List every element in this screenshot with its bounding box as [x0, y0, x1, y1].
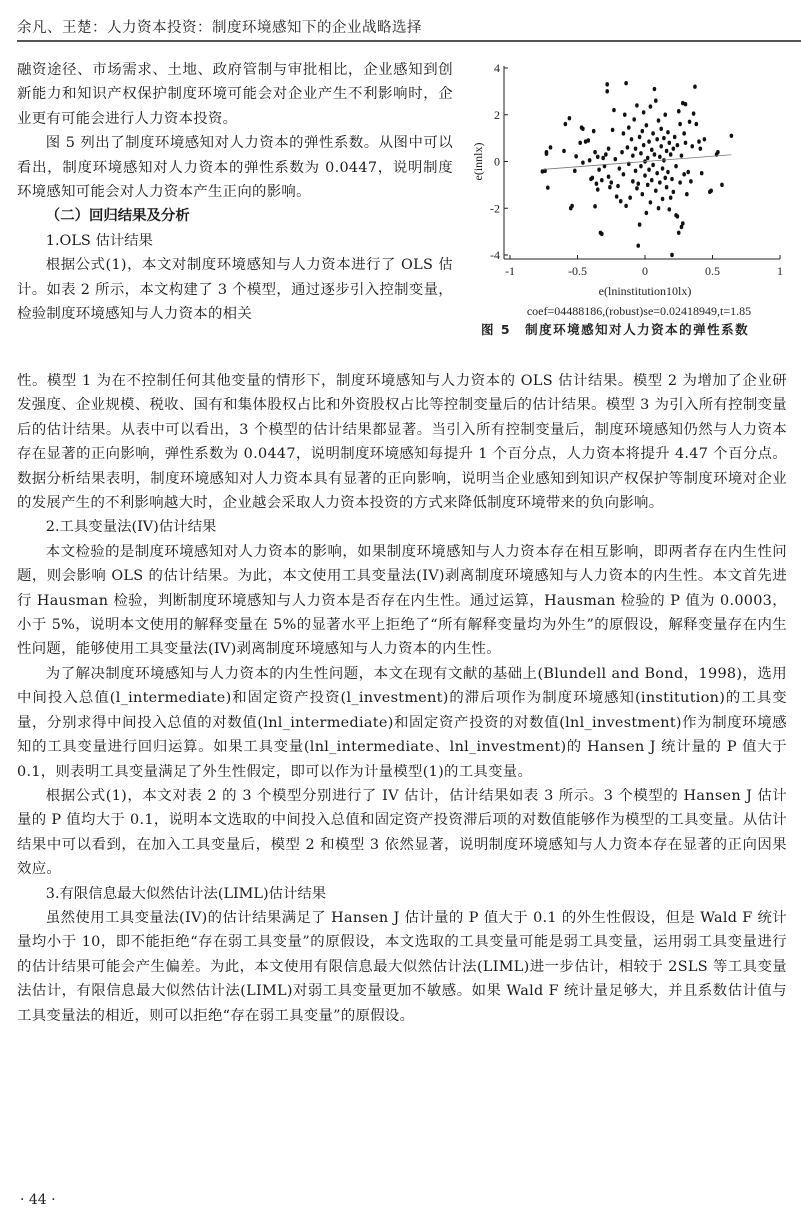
scatter-point	[669, 196, 673, 200]
scatter-point	[653, 152, 657, 156]
scatter-point	[692, 111, 696, 115]
scatter-point	[564, 122, 568, 126]
scatter-point	[651, 131, 655, 135]
scatter-point	[574, 154, 578, 158]
scatter-point	[684, 102, 688, 106]
scatter-point	[665, 149, 669, 153]
scatter-point	[676, 214, 680, 218]
scatter-point	[600, 178, 604, 182]
paragraph-1: 融资途径、市场需求、土地、政府管制与审批相比，企业感知到创新能力和知识产权保护制度环境可能会对企业产生不利影响时，企业更有可能会进行人力资本投资。	[17, 62, 453, 127]
scatter-point	[593, 204, 597, 208]
scatter-point	[597, 167, 601, 171]
scatter-point	[614, 157, 618, 161]
scatter-point	[624, 204, 628, 208]
scatter-point	[670, 253, 674, 257]
scatter-point	[643, 173, 647, 177]
scatter-point	[549, 145, 553, 149]
scatter-point	[622, 172, 626, 176]
scatter-point	[641, 192, 645, 196]
scatter-point	[684, 141, 688, 145]
regression-note: coef=04488186,(robust)se=0.02418949,t=1.85	[526, 304, 752, 318]
scatter-point	[693, 85, 697, 89]
scatter-point	[593, 150, 597, 154]
scatter-point	[587, 138, 591, 142]
scatter-point	[666, 130, 670, 134]
scatter-point	[604, 152, 608, 156]
y-tick-label: 4	[494, 61, 500, 75]
scatter-point	[620, 150, 624, 154]
scatter-point	[578, 141, 582, 145]
scatter-point	[680, 153, 684, 157]
scatter-point	[630, 137, 634, 141]
scatter-point	[646, 156, 650, 160]
section-heading: （二）回归结果及分析	[45, 208, 190, 225]
scatter-point	[632, 117, 636, 121]
scatter-point	[649, 104, 653, 108]
scatter-point	[666, 170, 670, 174]
scatter-point	[600, 232, 604, 236]
scatter-point	[645, 211, 649, 215]
scatter-point	[697, 139, 701, 143]
running-head-title: 余凡、王楚：人力资本投资：制度环境感知下的企业战略选择	[17, 20, 422, 36]
y-axis-label: e(innlx)	[471, 142, 485, 181]
scatter-point	[654, 189, 658, 193]
scatter-point	[562, 149, 566, 153]
y-tick-label: -4	[490, 248, 500, 262]
scatter-point	[628, 196, 632, 200]
scatter-point	[595, 182, 599, 186]
x-tick-label: 0.5	[705, 264, 720, 278]
scatter-point	[690, 144, 694, 148]
scatter-point	[627, 125, 631, 129]
scatter-point	[670, 177, 674, 181]
scatter-point	[631, 179, 635, 183]
subsection-heading-liml: 3.有限信息最大似然估计法(LIML)估计结果	[45, 885, 327, 902]
subsection-heading-ols: 1.OLS 估计结果	[45, 232, 153, 249]
x-tick-label: 1	[777, 264, 783, 278]
scatter-point	[607, 146, 611, 150]
scatter-point	[634, 169, 638, 173]
left-column	[17, 58, 453, 326]
scatter-point	[657, 118, 661, 122]
scatter-point	[636, 243, 640, 247]
scatter-point	[581, 160, 585, 164]
page-number: · 44 ·	[20, 1192, 56, 1208]
scatter-point	[673, 135, 677, 139]
scatter-point	[700, 171, 704, 175]
figure-5	[470, 58, 790, 348]
scatter-point	[616, 184, 620, 188]
scatter-point	[596, 155, 600, 159]
scatter-point	[635, 186, 639, 190]
scatter-chart	[470, 58, 790, 318]
scatter-point	[647, 139, 651, 143]
scatter-point	[654, 99, 658, 103]
paragraph-3-start: 根据公式(1)，本文对制度环境感知与人力资本进行了 OLS 估计。如表 2 所示，本文构建了 3 个模型，通过逐步引入控制变量，检验制度环境感知与人力资本的相关	[17, 257, 453, 323]
scatter-point	[663, 176, 667, 180]
scatter-point	[641, 129, 645, 133]
scatter-point	[676, 143, 680, 147]
scatter-point	[668, 207, 672, 211]
scatter-point	[659, 127, 663, 131]
header-rule	[17, 40, 801, 42]
scatter-point	[678, 180, 682, 184]
scatter-point	[631, 153, 635, 157]
figure-caption	[481, 320, 749, 338]
scatter-point	[661, 166, 665, 170]
scatter-point	[703, 137, 707, 141]
scatter-point	[658, 180, 662, 184]
scatter-point	[634, 146, 638, 150]
scatter-point	[570, 204, 574, 208]
scatter-point	[639, 164, 643, 168]
scatter-point	[677, 109, 681, 113]
scatter-point	[601, 156, 605, 160]
scatter-point	[592, 129, 596, 133]
scatter-point	[655, 171, 659, 175]
scatter-point	[650, 178, 654, 182]
scatter-point	[568, 116, 572, 120]
scatter-point	[672, 146, 676, 150]
subsection-heading-iv: 2.工具变量法(IV)估计结果	[45, 519, 217, 536]
scatter-point	[645, 123, 649, 127]
scatter-point	[615, 194, 619, 198]
scatter-point	[720, 183, 724, 187]
y-tick-label: 2	[494, 107, 500, 122]
scatter-point	[609, 180, 613, 184]
fit-line	[541, 155, 731, 170]
scatter-point	[672, 190, 676, 194]
scatter-point	[623, 113, 627, 117]
scatter-point	[685, 192, 689, 196]
scatter-point	[608, 185, 612, 189]
scatter-point	[545, 152, 549, 156]
paragraph-2: 图 5 列出了制度环境感知对人力资本的弹性系数。从图中可以看出，制度环境感知对人力资本的弹性系数为 0.0447，说明制度环境感知可能会对人力资本产生正向的影响。	[17, 135, 453, 201]
scatter-point	[619, 199, 623, 203]
x-tick-label: 0	[642, 264, 648, 278]
scatter-point	[624, 81, 628, 85]
scatter-point	[646, 183, 650, 187]
scatter-point	[682, 172, 686, 176]
figure-caption-text: 制度环境感知对人力资本的弹性系数	[525, 322, 750, 337]
scatter-point	[681, 221, 685, 225]
scatter-point	[642, 143, 646, 147]
scatter-point	[581, 127, 585, 131]
scatter-point	[642, 110, 646, 114]
scatter-point	[588, 158, 592, 162]
scatter-point	[546, 185, 550, 189]
scatter-point	[611, 128, 615, 132]
paragraph-7: 虽然使用工具变量法(IV)的估计结果满足了 Hansen J 估计量的 P 值大于 0.1 的外生性假设，但是 Wald F 统计量均小于 10，即不能拒绝“存在弱工具变量”的原假设，本文选取的工具变量可能是弱工具变量，运用弱工具变量进行的估计结果可能会产生偏差。为此，本文使用有限信息最大似然估计法(LIML)进一步估计，相较于 2SLS 等工具变量法估计，有限信息最大似然估计法(LIML)对弱工具变量更加不敏感。如果 Wald F 统计量足够大，并且系数估计值与工具变量法的相近，则可以拒绝“存在弱工具变量”的原假设。	[17, 909, 787, 1024]
scatter-point	[682, 131, 686, 135]
scatter-point	[639, 151, 643, 155]
scatter-point	[669, 152, 673, 156]
scatter-point	[573, 169, 577, 173]
scatter-point	[635, 103, 639, 107]
scatter-point	[668, 141, 672, 145]
scatter-point	[678, 122, 682, 126]
scatter-point	[596, 187, 600, 191]
y-tick-label: 0	[494, 154, 500, 169]
scatter-point	[618, 166, 622, 170]
scatter-point	[650, 148, 654, 152]
scatter-point	[647, 167, 651, 171]
scatter-point	[659, 144, 663, 148]
scatter-point	[653, 87, 657, 91]
scatter-point	[657, 206, 661, 210]
x-axis-label: e(lninstitution10lx)	[598, 284, 692, 298]
scatter-point	[607, 174, 611, 178]
scatter-point	[636, 182, 640, 186]
scatter-point	[591, 176, 595, 180]
scatter-point	[661, 197, 665, 201]
scatter-point	[612, 108, 616, 112]
scatter-point	[677, 231, 681, 235]
full-width-body	[17, 369, 787, 1028]
scatter-point	[716, 150, 720, 154]
scatter-point	[605, 89, 609, 93]
scatter-point	[649, 200, 653, 204]
scatter-point	[638, 222, 642, 226]
scatter-point	[688, 120, 692, 124]
scatter-point	[674, 164, 678, 168]
x-tick-label: -0.5	[568, 264, 587, 278]
scatter-point	[662, 136, 666, 140]
scatter-point	[663, 113, 667, 117]
y-tick-label: -2	[490, 201, 500, 216]
scatter-point	[730, 134, 734, 138]
scatter-point	[626, 145, 630, 149]
scatter-point	[686, 170, 690, 174]
x-tick-label: -1	[505, 264, 515, 278]
scatter-point	[699, 146, 703, 150]
paragraph-5: 为了解决制度环境感知与人力资本的内生性问题，本文在现有文献的基础上(Blundell and Bond，1998)，选用中间投入总值(l_intermediate)和固定资产投资(l_investment)的滞后项作为制度环境感知(institution)的工具变量，分别求得中间投入总值的对数值(lnl_intermediate)和固定资产投资的对数值(lnl_investment)作为制度环境感知的工具变量进行回归运算。如果工具变量(lnl_intermediate、lnl_investment)的 Hansen J 统计量的 P 值大于 0.1，则表明工具变量满足了外生性假定，即可以作为计量模型(1)的工具变量。	[17, 665, 787, 780]
figure-caption-number: 图 5	[481, 322, 512, 337]
paragraph-6: 根据公式(1)，本文对表 2 的 3 个模型分别进行了 IV 估计，估计结果如表 3 所示。3 个模型的 Hansen J 估计量的 P 值均大于 0.1，说明本文选取的中间投入总值和固定资产投资滞后项的对数值能够作为模型的工具变量。从估计结果中可以看到，在加入工具变量后，模型 2 和模型 3 依然显著，说明制度环境感知与人力资本存在显著的正向因果效应。	[17, 787, 787, 878]
scatter-point	[695, 122, 699, 126]
scatter-point	[622, 131, 626, 135]
scatter-point	[638, 135, 642, 139]
scatter-point	[655, 137, 659, 141]
scatter-point	[709, 189, 713, 193]
paragraph-4: 本文检验的是制度环境感知对人力资本的影响，如果制度环境感知与人力资本存在相互影响，即两者存在内生性问题，则会影响 OLS 的估计结果。为此，本文使用工具变量法(IV)剥离制度环境感知与人力资本的内生性。本文首先进行 Hausman 检验，判断制度环境感知与人力资本是否存在内生性。通过运算，Hausman 检验的 P 值为 0.0003，小于 5%，说明本文使用的解释变量在 5%的显著水平上拒绝了“所有解释变量均为外生”的原假设，解释变量存在内生性问题，能够使用工具变量法(IV)剥离制度环境感知与人力资本的内生性。	[17, 543, 787, 658]
scatter-point	[651, 163, 655, 167]
scatter-point	[665, 185, 669, 189]
scatter-point	[605, 82, 609, 86]
paragraph-3-cont: 性。模型 1 为在不控制任何其他变量的情形下，制度环境感知与人力资本的 OLS 估计结果。模型 2 为增加了企业研发强度、企业规模、税收、国有和集体股权占比和外资股权占比等控制变量后的估计结果。模型 3 为引入所有控制变量后的估计结果。从表中可以看出，3 个模型的估计结果都显著。当引入所有控制变量后，制度环境感知仍然与人力资本存在显著的正向影响，弹性系数为 0.0447，说明制度环境感知每提升 1 个百分点，人力资本将提升 4.47 个百分点。数据分析结果表明，制度环境感知对人力资本具有显著的正向影响，说明当企业感知到知识产权保护等制度环境对企业的发展产生的不利影响越大时，企业越会采取人力资本投资的方式来降低制度环境带来的负向影响。	[17, 373, 787, 512]
scatter-point	[658, 155, 662, 159]
scatter-point	[689, 179, 693, 183]
